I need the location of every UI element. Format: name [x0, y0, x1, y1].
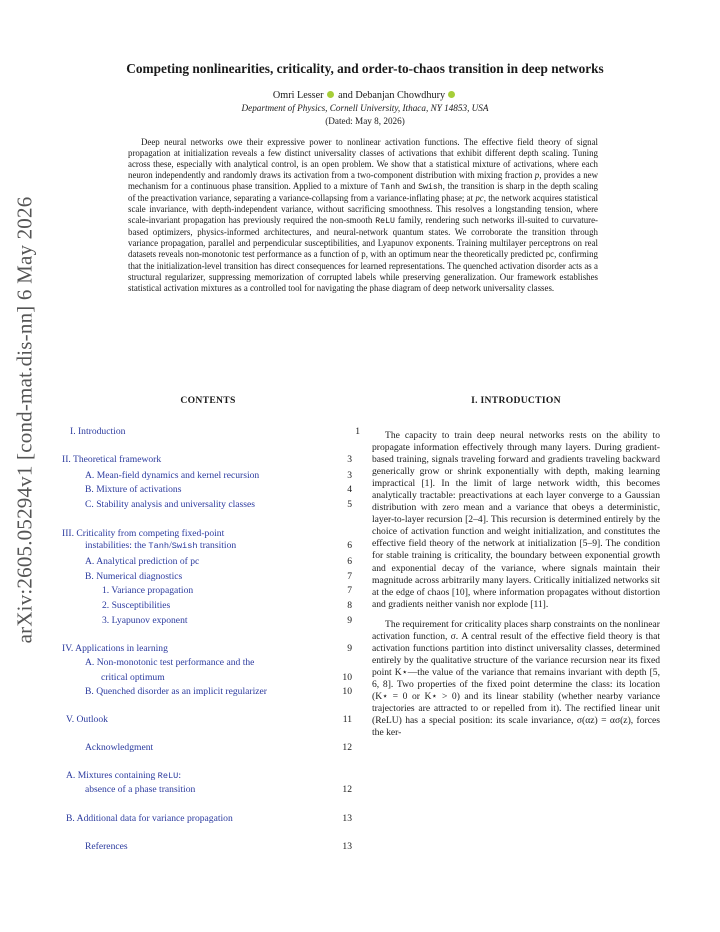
toc-entry[interactable]: critical optimum 10	[101, 672, 352, 683]
toc-entry[interactable]: B. Additional data for variance propagation 13	[66, 813, 352, 824]
toc-entry[interactable]: II. Theoretical framework 3	[62, 454, 352, 465]
toc-entry[interactable]: References 13	[85, 841, 352, 852]
toc-entry[interactable]: 3. Lyapunov exponent 9	[102, 615, 352, 626]
toc-entry[interactable]: B. Mixture of activations 4	[85, 484, 352, 495]
introduction-heading: I. INTRODUCTION	[471, 395, 561, 406]
contents-heading: CONTENTS	[180, 395, 236, 406]
toc-entry[interactable]: B. Quenched disorder as an implicit regularizer 10	[85, 686, 352, 697]
toc-entry[interactable]: 1. Variance propagation 7	[102, 585, 352, 596]
toc-entry[interactable]: III. Criticality from competing fixed-point	[62, 528, 225, 539]
introduction-body	[372, 430, 660, 747]
author-name: Omri Lesser	[272, 90, 324, 101]
author-line	[60, 90, 670, 101]
orcid-icon[interactable]	[327, 91, 334, 98]
arxiv-identifier: arXiv:2605.05294v1 [cond-mat.dis-nn] 6 May 2026	[12, 196, 37, 644]
toc-entry[interactable]: I. Introduction 1	[70, 426, 360, 437]
toc-entry[interactable]: A. Analytical prediction of pc 6	[85, 556, 352, 567]
date-line: (Dated: May 8, 2026)	[325, 116, 405, 126]
affiliation: Department of Physics, Cornell University, Ithaca, NY 14853, USA	[241, 103, 489, 113]
toc-entry[interactable]: C. Stability analysis and universality classes 5	[85, 499, 352, 510]
toc-entry[interactable]: Acknowledgment 12	[85, 742, 352, 753]
author-name: Debanjan Chowdhury	[355, 90, 446, 101]
paper-title: Competing nonlinearities, criticality, and order-to-chaos transition in deep networks	[126, 61, 604, 76]
toc-entry[interactable]: A. Mean-field dynamics and kernel recursion 3	[85, 470, 352, 481]
toc-entry[interactable]: B. Numerical diagnostics 7	[85, 571, 352, 582]
toc-entry[interactable]: A. Non-monotonic test performance and the	[85, 657, 255, 668]
toc-entry[interactable]: 2. Susceptibilities 8	[102, 600, 352, 611]
intro-paragraph: The capacity to train deep neural networks rests on the ability to propagate information effectively through many layers. During gradient-based training, signals traveling forward and gradients traveling backward generically grow or shrink exponentially with depth, making learning impractical [1]. In the limit of large network width, this becomes analytically tractable: preactivations at each layer converge to a Gaussian distribution with zero mean and a variance that obeys a deterministic, layer-to-layer recursion [2–4]. This recursion is determined entirely by the choice of activation function and weight initialization, and constitutes the effective field theory of the network at initialization [5–9]. The condition for stable training is criticality, the boundary between exponential growth and exponential decay of the variance, where signals maintain their magnitude across arbitrarily many layers. Critically initialized networks sit at the edge of chaos [10], where information propagates without distortion and gradients neither vanish nor explode [11].	[372, 430, 660, 610]
toc-entry[interactable]: instabilities: the Tanh/Swish transition 6	[85, 540, 352, 551]
author-conjunction: and	[338, 90, 353, 101]
intro-paragraph: The requirement for criticality places sharp constraints on the nonlinear activation function, σ. A central result of the effective field theory is that activation functions partition into distinct universality classes, determined entirely by the qualitative structure of the variance recursion near its fixed point K⋆—the value of the variance that remains invariant with depth [5, 6, 8]. Two properties of the fixed point determine the class: its location (K⋆ = 0 or K⋆ > 0) and its linear stability (whether nearby variance trajectories are attracted to or repelled from it). The rectified linear unit (ReLU) has a special position: its scale invariance, σ(αz) = ασ(z), forces the ker-	[372, 618, 660, 739]
toc-entry[interactable]: IV. Applications in learning 9	[62, 643, 352, 654]
orcid-icon[interactable]	[448, 91, 455, 98]
toc-entry[interactable]: V. Outlook 11	[66, 714, 352, 725]
toc-entry[interactable]: absence of a phase transition 12	[85, 784, 352, 795]
toc-entry[interactable]: A. Mixtures containing ReLU:	[66, 770, 181, 781]
abstract: Deep neural networks owe their expressive power to nonlinear activation functions. The effective field theory of signal propagation at initialization reveals a few distinct universality classes of activations that exhibit different depth scaling. Tuning across these, especially with analytical control, is an open problem. We show that a statistical mixture of activations, where each neuron independently and randomly draws its activation from a two-component distribution with mixing fraction p, provides a new mechanism for a continuous phase transition. Applied to a mixture of Tanh and Swish, the transition is sharp in the depth scaling of the preactivation variance, separating a variance-collapsing from a variance-inflating phase; at pc, the network acquires statistical scale invariance, with depth-independent variance, without sacrificing smoothness. This resolves a longstanding tension, where scale-invariant propagation has previously required the non-smooth ReLU family, rendering such networks ill-suited to curvature-based optimizers, physics-informed architectures, and neural-network quantum states. We corroborate the transition through variance propagation, parallel and perpendicular susceptibilities, and Lyapunov exponents. Training multilayer perceptrons on real datasets reveals non-monotonic test performance as a function of p, with an optimum near the theoretically predicted pc, confirming that the initialization-level transition has direct consequences for learned representations. The quenched activation disorder acts as a structural regularizer, suppressing memorization of corrupted labels while preserving generalization. Our framework establishes statistical activation mixtures as a controlled tool for navigating the phase diagram of deep network universality classes.	[128, 137, 599, 293]
